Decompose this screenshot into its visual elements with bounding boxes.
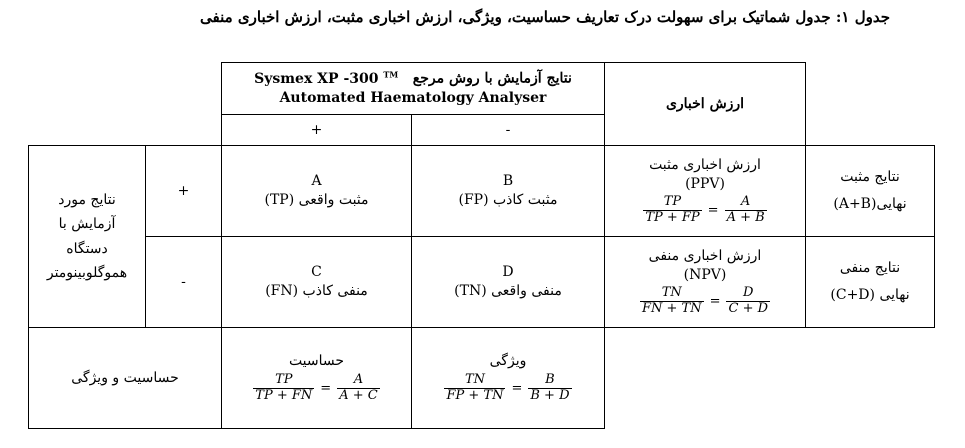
reference-method-fa: نتایج آزمایش با روش مرجع: [412, 70, 572, 87]
row-minus-header: -: [181, 273, 186, 290]
table-caption: جدول ۱: جدول شماتیک برای سهولت درک تعاریف حساسیت، ویژگی، ارزش اخباری مثبت، ارزش اخباری منفی: [200, 8, 890, 26]
cell-false-positive: [412, 146, 604, 236]
sens-spec-label: حساسیت و ویژگی: [71, 369, 179, 386]
fraction-denominator: C + D: [728, 301, 769, 317]
cell-letter: A: [311, 173, 322, 190]
cell-text: منفی واقعی (TN): [454, 283, 562, 299]
fraction-numerator: A: [740, 194, 751, 210]
row-plus-header: +: [177, 182, 190, 199]
fraction-numerator: D: [743, 285, 754, 301]
fraction-denominator: TP + FP: [645, 210, 700, 226]
specificity-label: ویژگی: [489, 353, 527, 370]
reference-method-header: [222, 63, 604, 114]
cell-letter: D: [502, 264, 514, 281]
ppv-formula: [643, 195, 766, 226]
specificity-formula: [444, 373, 571, 404]
final-positive-line2: نهایی(A+B): [833, 196, 907, 212]
ppv-abbr: (PPV): [685, 175, 725, 192]
sensitivity-cell: [222, 328, 411, 428]
npv-label: ارزش اخباری منفی: [648, 247, 762, 264]
cell-letter: C: [311, 264, 322, 281]
ppv-cell: [605, 146, 805, 236]
equals-sign: =: [320, 380, 332, 396]
final-negative-line1: نتایج منفی: [839, 260, 901, 277]
npv-formula: [640, 286, 770, 317]
fraction-denominator: TP + FN: [255, 387, 313, 403]
col-minus-header: -: [505, 121, 511, 138]
fraction-denominator: A + C: [339, 387, 378, 403]
ppv-label: ارزش اخباری مثبت: [649, 156, 761, 173]
sensitivity-formula: [253, 373, 379, 404]
cell-text: مثبت واقعی (TP): [264, 192, 369, 208]
equals-sign: =: [707, 203, 719, 219]
predictive-value-header: [605, 63, 805, 145]
reference-method-en: Sysmex XP -300: [254, 70, 379, 87]
fraction-numerator: A: [353, 372, 364, 387]
equals-sign: =: [709, 294, 721, 310]
fraction-numerator: TP: [663, 194, 682, 210]
device-results-text: نتایج مورد آزمایش با دستگاه هموگلوبینومتر: [46, 191, 128, 281]
cell-true-positive: [222, 146, 411, 236]
fraction-denominator: FP + TN: [446, 387, 504, 403]
cell-letter: B: [502, 173, 514, 190]
cell-false-negative: [222, 237, 411, 327]
fraction-denominator: FN + TN: [641, 301, 702, 317]
cell-text: مثبت کاذب (FP): [458, 192, 558, 208]
specificity-cell: [412, 328, 604, 428]
sens-spec-label-cell: [29, 328, 221, 428]
fraction-numerator: B: [545, 372, 555, 387]
final-positive-cell: [806, 146, 934, 236]
fraction-numerator: TN: [661, 285, 682, 301]
fraction-numerator: TN: [464, 372, 485, 387]
col-plus-header: +: [310, 121, 323, 138]
reference-method-line2: Automated Haematology Analyser: [279, 89, 547, 106]
fraction-numerator: TP: [275, 372, 293, 387]
sensitivity-label: حساسیت: [288, 353, 345, 370]
cell-true-negative: [412, 237, 604, 327]
device-results-label: [30, 146, 144, 327]
fraction-denominator: A + B: [726, 210, 765, 226]
npv-cell: [605, 237, 805, 327]
predictive-value-label: ارزش اخباری: [665, 95, 745, 112]
fraction-denominator: B + D: [530, 387, 570, 403]
cell-text: منفی کاذب (FN): [265, 283, 368, 299]
npv-abbr: (NPV): [683, 266, 727, 283]
final-negative-line2: نهایی (C+D): [830, 287, 910, 303]
trademark: TM: [383, 69, 399, 80]
final-positive-line1: نتایج مثبت: [840, 169, 900, 186]
equals-sign: =: [511, 380, 523, 396]
final-negative-cell: [806, 237, 934, 327]
